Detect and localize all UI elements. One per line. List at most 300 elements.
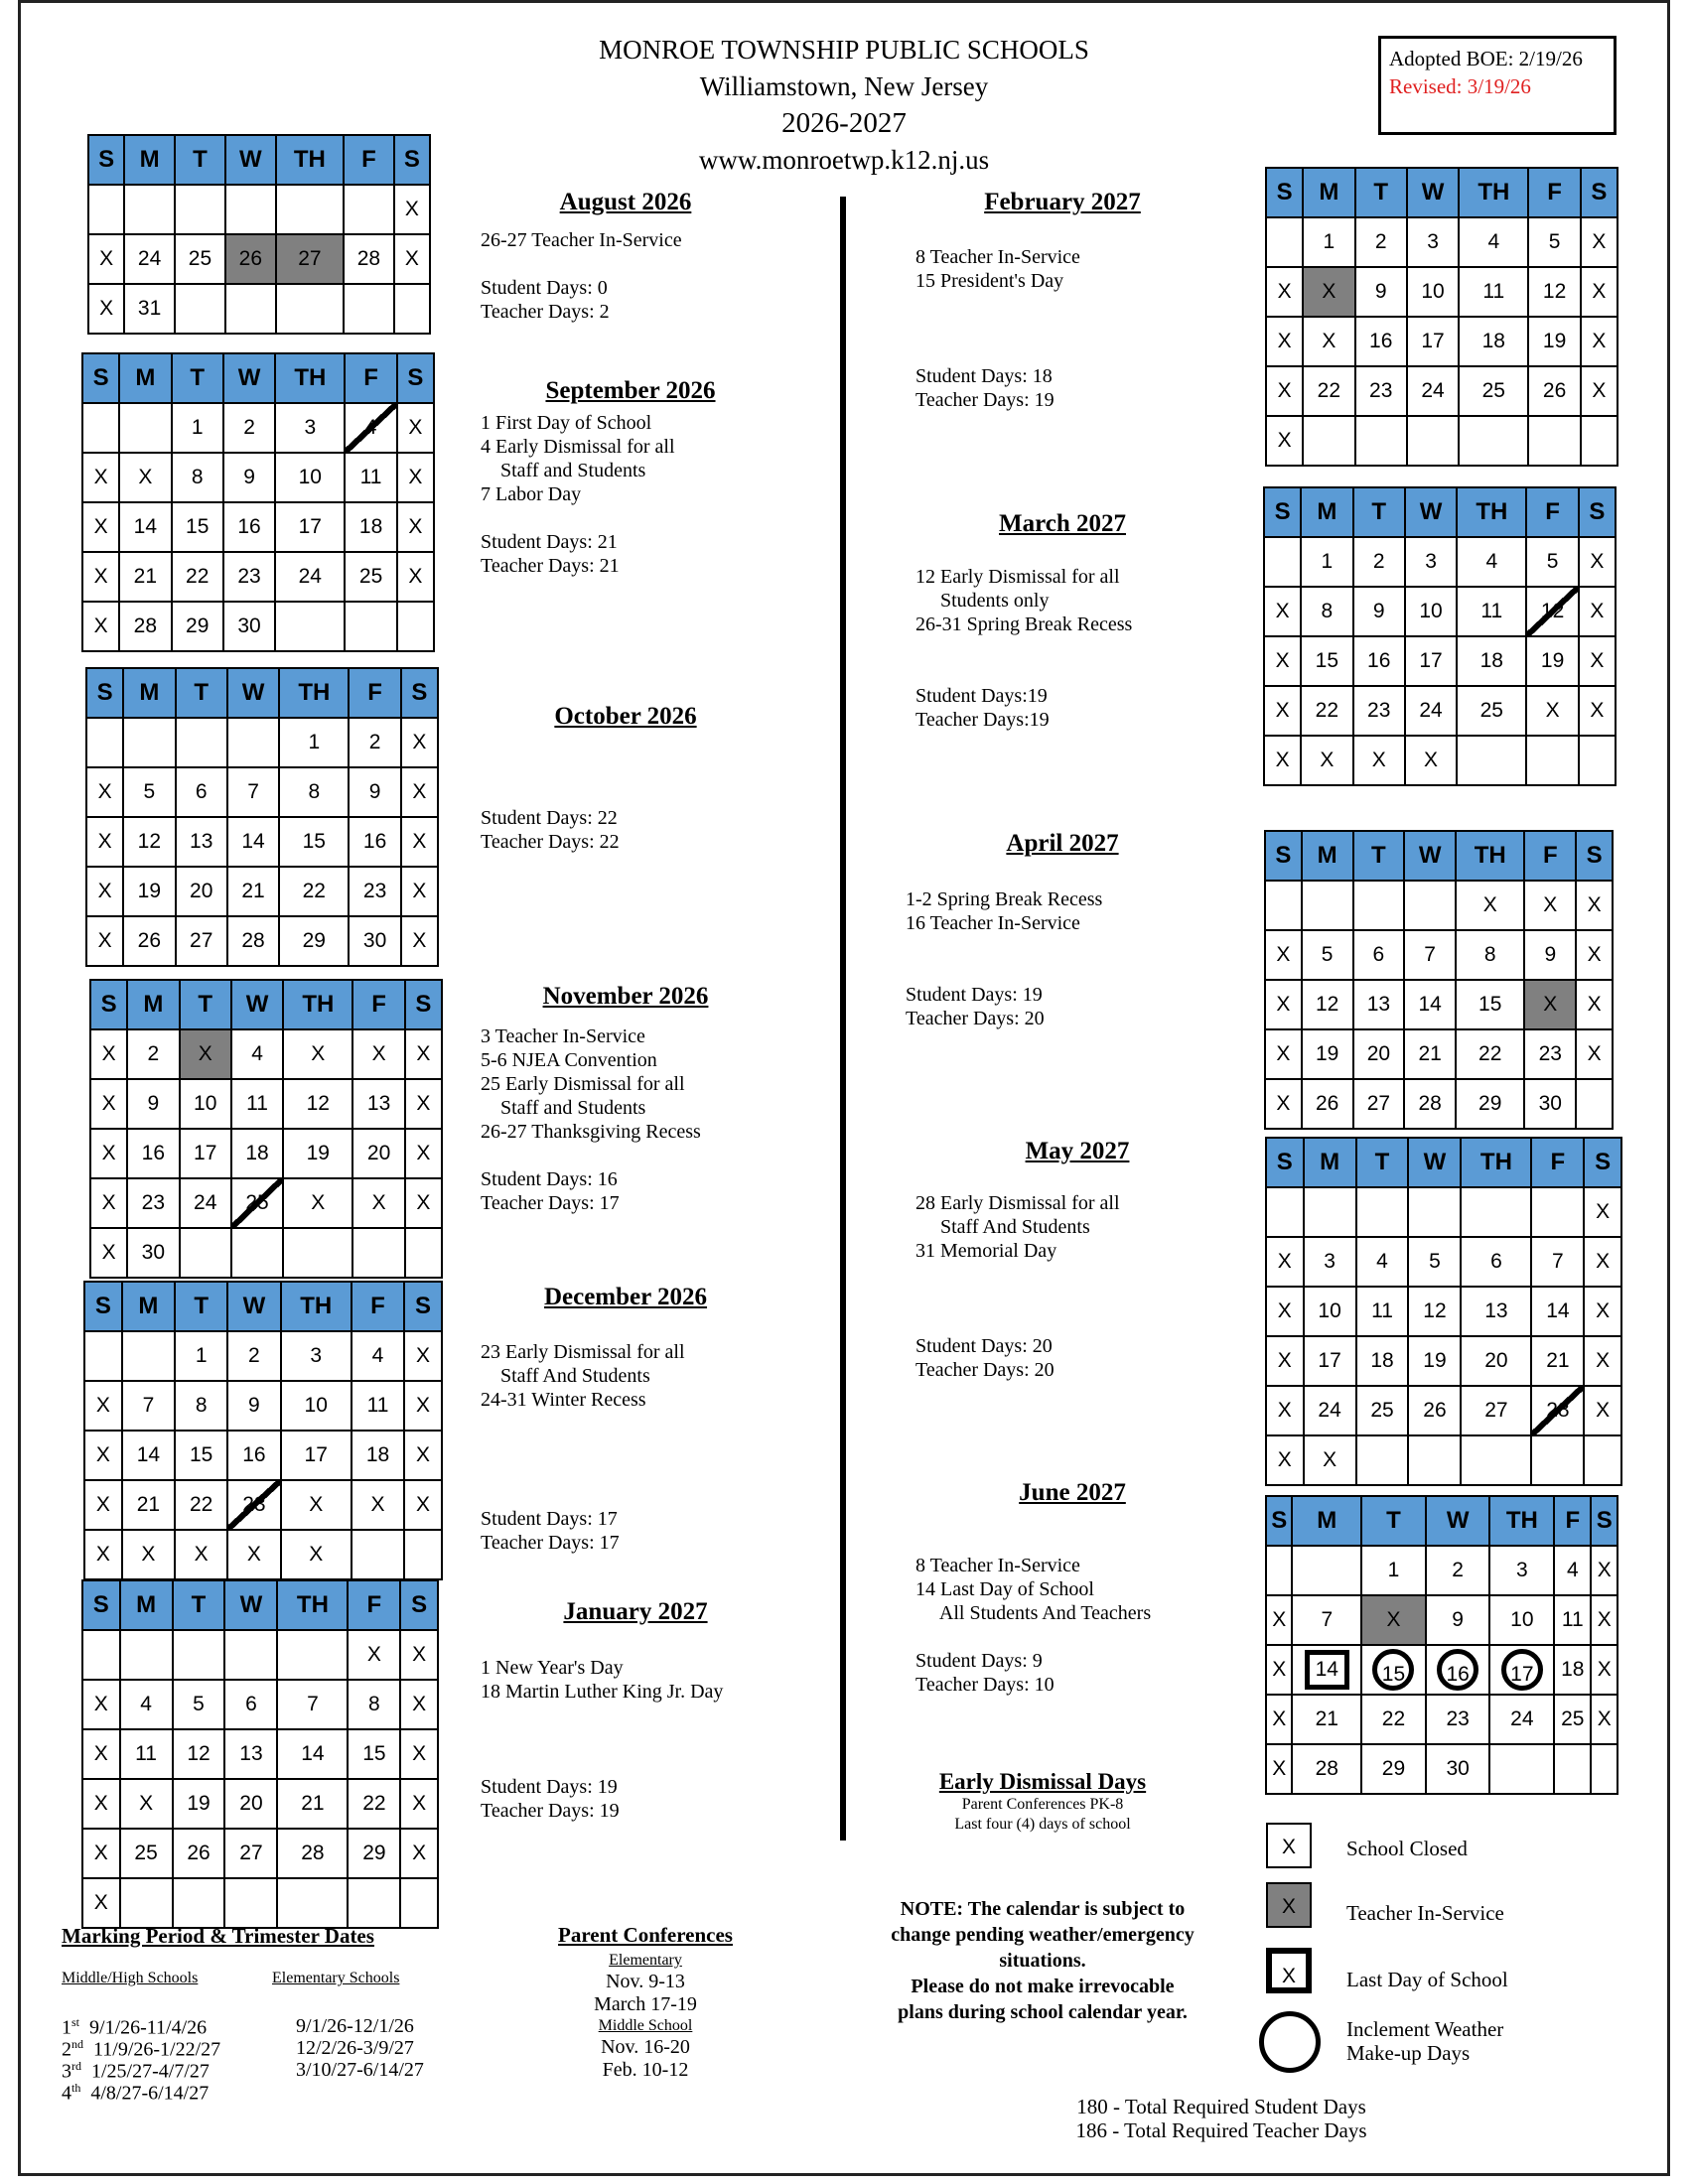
calendar-closed-cell: X: [400, 1680, 438, 1729]
weekday-header: W: [223, 353, 275, 403]
month-title-august-2026: August 2026: [559, 189, 692, 215]
calendar-day-cell: 19: [1526, 636, 1578, 686]
page-header: [536, 32, 1152, 179]
calendar-empty-cell: [120, 1878, 173, 1928]
calendar-week: [1265, 1079, 1613, 1129]
month-title-june-2027: June 2027: [1019, 1479, 1126, 1506]
calendar-closed-cell: X: [1584, 1386, 1621, 1435]
calendar-note: [854, 1896, 1231, 2025]
calendar-day-cell: 22: [1456, 1029, 1524, 1079]
calendar-closed-cell: X: [1266, 1386, 1304, 1435]
calendar-day-cell: 1: [1361, 1546, 1426, 1595]
calendar-day-cell: 25: [175, 234, 225, 284]
weekday-header: T: [1361, 1496, 1426, 1546]
calendar-grid-september-2026: [81, 352, 435, 652]
weekday-header: S: [84, 1282, 122, 1331]
marking-period-el: 9/1/26-12/1/26: [296, 2015, 414, 2037]
calendar-day-cell: 25: [345, 552, 396, 602]
calendar-closed-cell: X: [86, 916, 123, 966]
calendar-day-cell: 16: [227, 1431, 280, 1480]
calendar-week: [84, 1431, 442, 1480]
calendar-day-cell: 11: [1457, 587, 1526, 636]
calendar-day-cell: 21: [227, 867, 279, 916]
calendar-closed-cell: X: [405, 1178, 442, 1228]
month-notes-april-2027: 1-2 Spring Break Recess 16 Teacher In-Service Student Days: 19 Teacher Days: 20: [906, 888, 1103, 1029]
weekday-header: T: [175, 135, 225, 185]
calendar-week: [82, 602, 434, 651]
calendar-day-cell: 19: [173, 1779, 225, 1829]
calendar-day-cell: 14: [1404, 980, 1456, 1029]
calendar-closed-cell: X: [348, 1630, 400, 1680]
calendar-day-cell: 30: [1426, 1744, 1490, 1794]
early-dismissal-line1: Parent Conferences PK-8: [961, 1796, 1124, 1813]
weekday-header: S: [404, 1282, 442, 1331]
calendar-day-cell: 22: [1303, 366, 1354, 416]
calendar-closed-cell: X: [90, 1228, 127, 1278]
calendar-day-cell: 2: [1355, 217, 1407, 267]
calendar-week: [84, 1331, 442, 1381]
calendar-closed-cell: X: [404, 1480, 442, 1530]
calendar-closed-cell: X: [82, 1779, 120, 1829]
calendar-empty-cell: [82, 1630, 120, 1680]
district-location: Williamstown, New Jersey: [699, 71, 989, 101]
weekday-header: M: [120, 1580, 173, 1630]
calendar-empty-cell: [82, 403, 119, 453]
weekday-header: W: [1407, 168, 1459, 217]
weekday-header: F: [352, 980, 404, 1029]
legend-lastday-label: Last Day of School: [1346, 1968, 1508, 1991]
last-day-marker: 14: [1305, 1650, 1349, 1690]
month-notes-august-2026: 26-27 Teacher In-Service Student Days: 0 Teacher Days: 2: [481, 229, 682, 323]
calendar-day-cell: 6: [1461, 1237, 1531, 1287]
calendar-day-cell: 12: [1526, 587, 1578, 636]
calendar-closed-cell: X: [1266, 1435, 1304, 1485]
conferences-el-head: Elementary: [609, 1952, 682, 1969]
calendar-day-cell: 6: [1353, 930, 1405, 980]
calendar-week: [84, 1530, 442, 1579]
calendar-day-cell: 26: [123, 916, 175, 966]
calendar-day-cell: 10: [1489, 1595, 1554, 1645]
calendar-day-cell: 10: [281, 1381, 352, 1431]
calendar-day-cell: 12: [123, 817, 175, 867]
weekday-header: T: [1353, 831, 1405, 881]
marking-period-ms: 1st 9/1/26-11/4/26: [62, 2015, 208, 2039]
calendar-closed-cell: X: [1584, 1287, 1621, 1336]
weekday-header: S: [1266, 1496, 1292, 1546]
calendar-week: [1266, 217, 1618, 267]
calendar-closed-cell: X: [281, 1480, 352, 1530]
calendar-day-cell: 19: [123, 867, 175, 916]
calendar-day-cell: 25: [1457, 686, 1526, 736]
calendar-week: [1266, 1435, 1621, 1485]
month-notes-january-2027: 1 New Year's Day 18 Martin Luther King Jr. Day Student Days: 19 Teacher Days: 19: [481, 1657, 724, 1822]
marking-period-el: 12/2/26-3/9/27: [296, 2037, 414, 2059]
calendar-day-cell: 22: [175, 1480, 227, 1530]
calendar-closed-cell: X: [227, 1530, 280, 1579]
calendar-week: [1266, 416, 1618, 466]
month-title-december-2026: December 2026: [543, 1284, 708, 1310]
calendar-day-cell: 1: [279, 718, 349, 767]
calendar-day-cell: 10: [1407, 267, 1459, 317]
calendar-empty-cell: [277, 1630, 348, 1680]
calendar-empty-cell: [405, 1228, 442, 1278]
calendar-empty-cell: [1303, 416, 1354, 466]
calendar-closed-cell: X: [1266, 1336, 1304, 1386]
calendar-closed-cell: X: [90, 1129, 127, 1178]
calendar-day-cell: 11: [1356, 1287, 1409, 1336]
calendar-day-cell: 27: [224, 1829, 277, 1878]
calendar-empty-cell: [1408, 1187, 1461, 1237]
calendar-empty-cell: [1581, 416, 1618, 466]
calendar-closed-cell: X: [1591, 1595, 1618, 1645]
calendar-empty-cell: [1461, 1187, 1531, 1237]
weekday-header: F: [348, 1580, 400, 1630]
weekday-header: F: [345, 353, 396, 403]
calendar-closed-cell: X: [401, 767, 438, 817]
calendar-day-cell: 29: [1456, 1079, 1524, 1129]
calendar-day-cell: 3: [1489, 1546, 1554, 1595]
marking-period-ms: 2nd 11/9/26-1/22/27: [62, 2037, 221, 2061]
calendar-grid-april-2027: [1264, 830, 1614, 1130]
calendar-day-cell: 1: [172, 403, 223, 453]
month-notes-september-2026: 1 First Day of School 4 Early Dismissal for all Staff and Students 7 Labor Day Student Days: 21 Teacher Days: 21: [481, 412, 675, 577]
calendar-day-cell: 18: [345, 502, 396, 552]
calendar-closed-cell: X: [352, 1480, 404, 1530]
calendar-empty-cell: [1528, 416, 1580, 466]
calendar-day-cell: 15: [279, 817, 349, 867]
calendar-day-cell: 20: [176, 867, 227, 916]
calendar-closed-cell: X: [1304, 1435, 1356, 1485]
calendar-closed-cell: X: [1405, 736, 1457, 785]
weekday-header: F: [349, 668, 400, 718]
calendar-closed-cell: X: [404, 1431, 442, 1480]
calendar-closed-cell: X: [397, 552, 434, 602]
month-notes-june-2027: 8 Teacher In-Service 14 Last Day of School All Students And Teachers Student Days: 9 Teacher Days: 10: [915, 1555, 1152, 1696]
calendar-week: [86, 767, 438, 817]
calendar-day-cell: 11: [231, 1079, 283, 1129]
calendar-day-cell: 19: [1408, 1336, 1461, 1386]
calendar-day-cell: 4: [1457, 537, 1526, 587]
calendar-closed-cell: X: [1266, 1237, 1304, 1287]
calendar-closed-cell: X: [82, 502, 119, 552]
center-divider: [840, 197, 846, 1841]
calendar-day-cell: 17: [275, 502, 345, 552]
month-title-january-2027: January 2027: [563, 1598, 708, 1625]
calendar-day-cell: 10: [275, 453, 345, 502]
calendar-week: [86, 867, 438, 916]
calendar-closed-cell: X: [1591, 1645, 1618, 1695]
calendar-week: [82, 1779, 438, 1829]
calendar-day-cell: 27: [276, 234, 344, 284]
calendar-empty-cell: [122, 1331, 175, 1381]
calendar-empty-cell: [1459, 416, 1528, 466]
calendar-week: [1266, 1287, 1621, 1336]
calendar-empty-cell: [276, 185, 344, 234]
calendar-closed-cell: X: [400, 1779, 438, 1829]
weekday-header: TH: [1461, 1138, 1531, 1187]
calendar-closed-cell: X: [400, 1729, 438, 1779]
calendar-day-cell: 30: [349, 916, 400, 966]
calendar-closed-cell: X: [1266, 1287, 1304, 1336]
calendar-day-cell: 17: [1405, 636, 1457, 686]
calendar-day-cell: 14: [1531, 1287, 1584, 1336]
legend-closed-swatch: X: [1266, 1823, 1312, 1868]
calendar-empty-cell: [180, 1228, 231, 1278]
calendar-day-cell: 11: [120, 1729, 173, 1779]
calendar-empty-cell: [283, 1228, 352, 1278]
calendar-day-cell: 9: [227, 1381, 280, 1431]
calendar-empty-cell: [1554, 1744, 1591, 1794]
calendar-week: [1266, 1695, 1618, 1744]
calendar-day-cell: 18: [352, 1431, 404, 1480]
calendar-day-cell: 21: [1531, 1336, 1584, 1386]
weekday-header: T: [1353, 487, 1405, 537]
calendar-empty-cell: [1457, 736, 1526, 785]
weekday-header: M: [1292, 1496, 1361, 1546]
calendar-week: [1266, 366, 1618, 416]
month-title-march-2027: March 2027: [999, 510, 1126, 537]
calendar-closed-cell: X: [175, 1530, 227, 1579]
calendar-closed-cell: X: [1576, 1029, 1613, 1079]
calendar-week: [1265, 980, 1613, 1029]
calendar-closed-cell: X: [90, 1079, 127, 1129]
early-dismissal-title: Early Dismissal Days: [938, 1769, 1147, 1794]
calendar-closed-cell: X: [1266, 1645, 1292, 1695]
weekday-header: TH: [275, 353, 345, 403]
calendar-day-cell: 30: [1524, 1079, 1576, 1129]
calendar-day-cell: [1361, 1645, 1426, 1695]
total-teacher-days: 186 - Total Required Teacher Days: [1075, 2118, 1367, 2142]
calendar-day-cell: 20: [224, 1779, 277, 1829]
calendar-closed-cell: X: [283, 1029, 352, 1079]
month-title-september-2026: September 2026: [545, 377, 716, 404]
calendar-closed-cell: X: [1301, 736, 1352, 785]
weekday-header: S: [394, 135, 430, 185]
calendar-week: [84, 1480, 442, 1530]
calendar-day-cell: 11: [1459, 267, 1528, 317]
calendar-closed-cell: X: [86, 767, 123, 817]
calendar-day-cell: 8: [175, 1381, 227, 1431]
calendar-closed-cell: X: [405, 1079, 442, 1129]
calendar-empty-cell: [84, 1331, 122, 1381]
calendar-grid-january-2027: [81, 1579, 439, 1929]
calendar-closed-cell: X: [1456, 881, 1524, 930]
calendar-week: [90, 1228, 442, 1278]
conferences-el-1: Nov. 9-13: [606, 1971, 685, 1992]
calendar-grid-october-2026: [85, 667, 439, 967]
calendar-closed-cell: X: [119, 453, 171, 502]
weekday-header: TH: [1489, 1496, 1554, 1546]
calendar-week: [82, 1729, 438, 1779]
calendar-day-cell: 28: [119, 602, 171, 651]
calendar-day-cell: 8: [348, 1680, 400, 1729]
calendar-day-cell: 17: [1407, 317, 1459, 366]
month-notes-february-2027: 8 Teacher In-Service 15 President's Day Student Days: 18 Teacher Days: 19: [915, 246, 1080, 411]
calendar-empty-cell: [1584, 1435, 1621, 1485]
calendar-day-cell: 22: [348, 1779, 400, 1829]
calendar-day-cell: 19: [283, 1129, 352, 1178]
calendar-grid-february-2027: [1265, 167, 1618, 467]
makeup-day-marker: 16: [1437, 1649, 1478, 1691]
calendar-closed-cell: X: [1265, 1079, 1302, 1129]
calendar-empty-cell: [1266, 1546, 1292, 1595]
calendar-closed-cell: X: [1576, 881, 1613, 930]
calendar-week: [1264, 587, 1616, 636]
weekday-header: S: [1591, 1496, 1618, 1546]
calendar-empty-cell: [1356, 1435, 1409, 1485]
calendar-empty-cell: [175, 284, 225, 334]
calendar-day-cell: 23: [227, 1480, 280, 1530]
calendar-day-cell: 9: [127, 1079, 179, 1129]
calendar-empty-cell: [1304, 1187, 1356, 1237]
calendar-day-cell: 5: [1526, 537, 1578, 587]
calendar-day-cell: 27: [1353, 1079, 1405, 1129]
calendar-day-cell: 16: [349, 817, 400, 867]
calendar-empty-cell: [352, 1530, 404, 1579]
calendar-day-cell: 29: [348, 1829, 400, 1878]
calendar-closed-cell: X: [1264, 636, 1301, 686]
calendar-closed-cell: X: [1581, 267, 1618, 317]
calendar-closed-cell: X: [1266, 1695, 1292, 1744]
weekday-header: TH: [277, 1580, 348, 1630]
weekday-header: S: [86, 668, 123, 718]
calendar-empty-cell: [225, 185, 276, 234]
calendar-empty-cell: [1489, 1744, 1554, 1794]
calendar-empty-cell: [173, 1878, 225, 1928]
website-link[interactable]: www.monroetwp.k12.nj.us: [698, 145, 990, 175]
calendar-closed-cell: X: [394, 234, 430, 284]
month-notes-november-2026: 3 Teacher In-Service 5-6 NJEA Convention 25 Early Dismissal for all Staff and Students 26-27 Thanksgiving Recess Student Days: 16 Teacher Days: 17: [481, 1025, 701, 1214]
calendar-day-cell: 7: [1531, 1237, 1584, 1287]
calendar-closed-cell: X: [82, 552, 119, 602]
calendar-day-cell: 16: [223, 502, 275, 552]
weekday-header: W: [1426, 1496, 1490, 1546]
calendar-day-cell: 20: [1353, 1029, 1405, 1079]
district-name: MONROE TOWNSHIP PUBLIC SCHOOLS: [599, 35, 1089, 65]
weekday-header: TH: [279, 668, 349, 718]
calendar-day-cell: 12: [1408, 1287, 1461, 1336]
note-line: plans during school calendar year.: [898, 2001, 1188, 2023]
calendar-day-cell: 28: [1292, 1744, 1361, 1794]
calendar-closed-cell: X: [1591, 1695, 1618, 1744]
weekday-header: M: [119, 353, 171, 403]
calendar-closed-cell: X: [90, 1029, 127, 1079]
calendar-closed-cell: X: [1265, 980, 1302, 1029]
calendar-closed-cell: X: [82, 1829, 120, 1878]
weekday-header: T: [172, 353, 223, 403]
month-title-february-2027: February 2027: [984, 189, 1141, 215]
calendar-day-cell: 24: [1304, 1386, 1356, 1435]
calendar-grid-march-2027: [1263, 486, 1617, 786]
calendar-day-cell: 17: [180, 1129, 231, 1178]
calendar-day-cell: 8: [1301, 587, 1352, 636]
calendar-day-cell: 3: [1407, 217, 1459, 267]
calendar-day-cell: 19: [1528, 317, 1580, 366]
calendar-closed-cell: X: [281, 1530, 352, 1579]
calendar-closed-cell: X: [1266, 366, 1303, 416]
calendar-week: [1266, 317, 1618, 366]
calendar-day-cell: 3: [1304, 1237, 1356, 1287]
weekday-header: W: [231, 980, 283, 1029]
calendar-closed-cell: X: [1524, 980, 1576, 1029]
calendar-closed-cell: X: [404, 1331, 442, 1381]
marking-title: Marking Period & Trimester Dates: [62, 1924, 374, 1948]
calendar-grid-december-2026: [83, 1281, 443, 1580]
calendar-week: [1266, 267, 1618, 317]
calendar-closed-cell: X: [400, 1630, 438, 1680]
calendar-day-cell: 10: [180, 1079, 231, 1129]
weekday-header: W: [224, 1580, 277, 1630]
calendar-day-cell: 22: [279, 867, 349, 916]
weekday-header: S: [1265, 831, 1302, 881]
calendar-empty-cell: [231, 1228, 283, 1278]
calendar-closed-cell: X: [1264, 686, 1301, 736]
calendar-day-cell: 7: [1292, 1595, 1361, 1645]
calendar-day-cell: [1426, 1645, 1490, 1695]
weekday-header: W: [1408, 1138, 1461, 1187]
calendar-day-cell: 18: [1457, 636, 1526, 686]
calendar-day-cell: 2: [227, 1331, 280, 1381]
calendar-closed-cell: X: [120, 1779, 173, 1829]
calendar-week: [1266, 1595, 1618, 1645]
makeup-day-marker: 17: [1501, 1649, 1543, 1691]
calendar-day-cell: 31: [124, 284, 175, 334]
calendar-day-cell: 9: [223, 453, 275, 502]
calendar-empty-cell: [1302, 881, 1353, 930]
weekday-header: F: [1526, 487, 1578, 537]
legend-lastday-swatch: X: [1266, 1948, 1312, 1993]
calendar-day-cell: 23: [1355, 366, 1407, 416]
calendar-day-cell: 20: [352, 1129, 404, 1178]
calendar-day-cell: 24: [180, 1178, 231, 1228]
weekday-header: M: [1301, 487, 1352, 537]
calendar-day-cell: 4: [1356, 1237, 1409, 1287]
calendar-grid-august-2026: [87, 134, 431, 335]
calendar-closed-cell: X: [397, 453, 434, 502]
note-line: NOTE: The calendar is subject to: [900, 1898, 1186, 1920]
calendar-week: [1264, 537, 1616, 587]
weekday-header: W: [227, 668, 279, 718]
calendar-day-cell: 7: [122, 1381, 175, 1431]
weekday-header: S: [1266, 1138, 1304, 1187]
calendar-week: [90, 1029, 442, 1079]
calendar-day-cell: 8: [172, 453, 223, 502]
calendar-closed-cell: X: [1303, 317, 1354, 366]
calendar-day-cell: 26: [1528, 366, 1580, 416]
calendar-day-cell: 23: [1524, 1029, 1576, 1079]
calendar-empty-cell: [224, 1878, 277, 1928]
calendar-day-cell: 10: [1405, 587, 1457, 636]
calendar-closed-cell: X: [1576, 980, 1613, 1029]
weekday-header: S: [397, 353, 434, 403]
weekday-header: S: [82, 353, 119, 403]
calendar-closed-cell: X: [397, 502, 434, 552]
calendar-closed-cell: X: [1581, 317, 1618, 366]
calendar-empty-cell: [1266, 217, 1303, 267]
calendar-week: [1266, 1744, 1618, 1794]
calendar-closed-cell: X: [352, 1029, 404, 1079]
calendar-empty-cell: [225, 284, 276, 334]
calendar-day-cell: 23: [223, 552, 275, 602]
calendar-day-cell: 3: [281, 1331, 352, 1381]
conferences-ms-head: Middle School: [598, 2017, 693, 2034]
calendar-week: [82, 1829, 438, 1878]
calendar-day-cell: 13: [352, 1079, 404, 1129]
calendar-day-cell: [1292, 1645, 1361, 1695]
calendar-empty-cell: [1265, 881, 1302, 930]
calendar-day-cell: 24: [124, 234, 175, 284]
calendar-week: [82, 502, 434, 552]
